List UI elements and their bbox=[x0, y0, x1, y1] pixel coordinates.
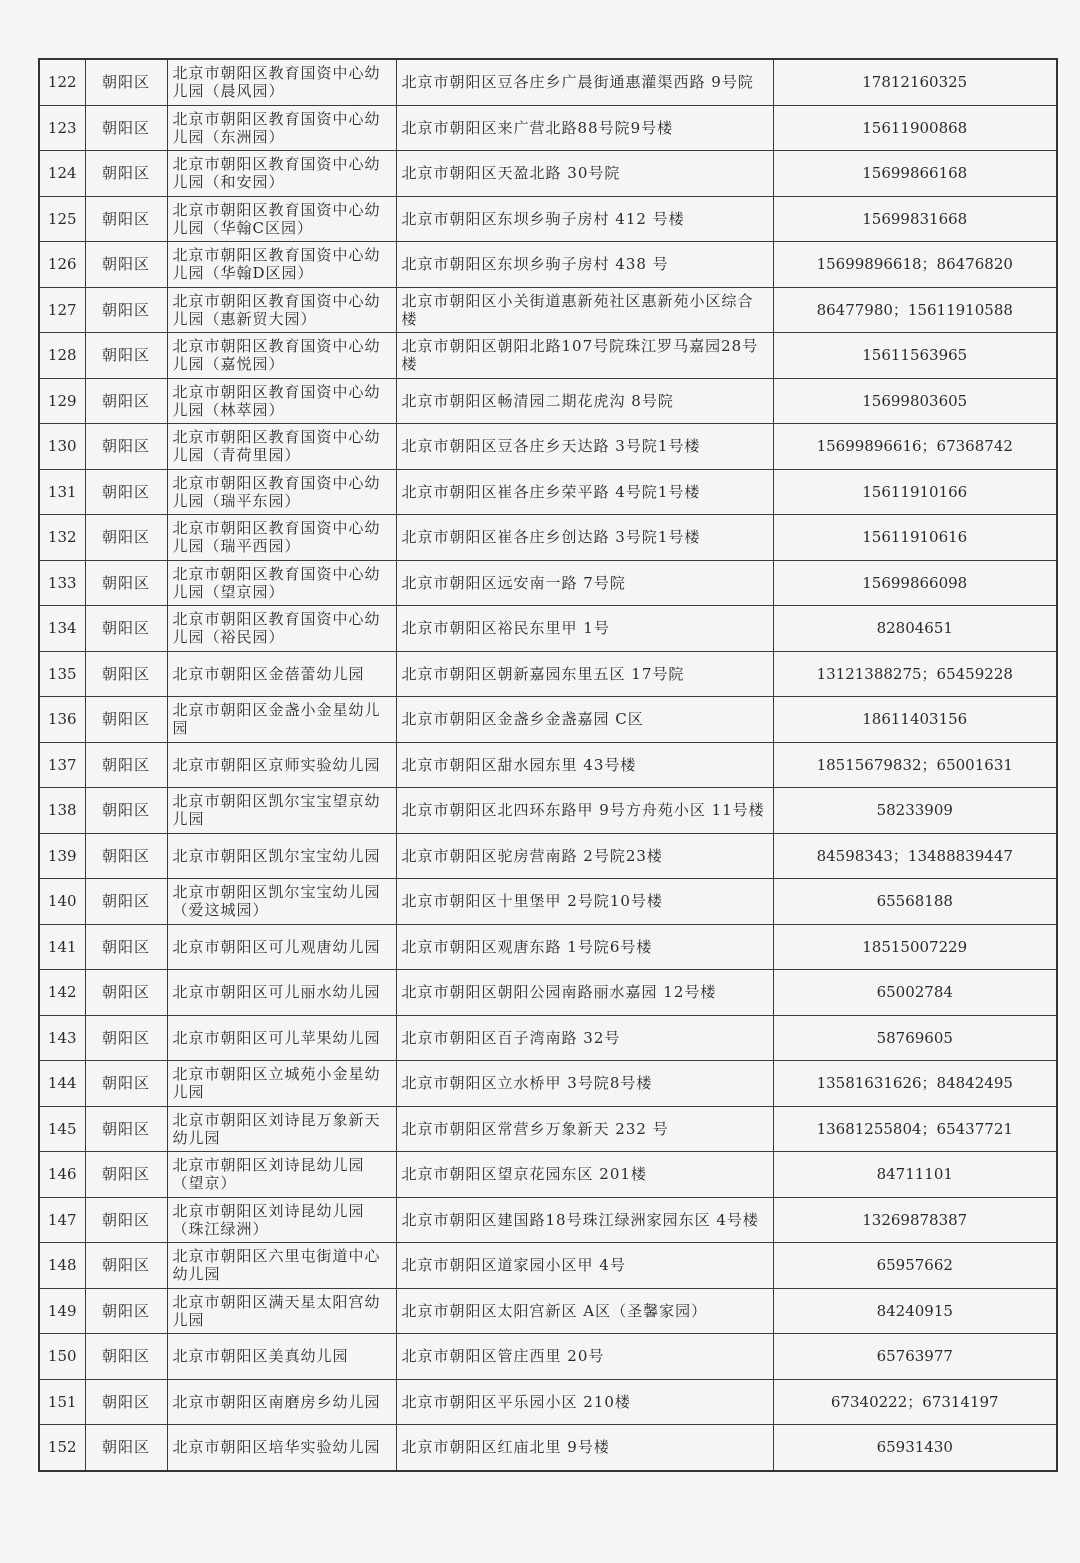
kindergarten-name-cell: 北京市朝阳区凯尔宝宝望京幼儿园 bbox=[167, 788, 396, 834]
phone-cell: 65957662 bbox=[773, 1243, 1057, 1289]
row-number-cell: 123 bbox=[39, 105, 85, 151]
district-cell: 朝阳区 bbox=[85, 333, 167, 379]
phone-cell: 15699803605 bbox=[773, 378, 1057, 424]
address-cell: 北京市朝阳区崔各庄乡创达路 3号院1号楼 bbox=[396, 515, 773, 561]
phone-cell: 13269878387 bbox=[773, 1197, 1057, 1243]
kindergarten-name-cell: 北京市朝阳区可儿丽水幼儿园 bbox=[167, 970, 396, 1016]
table-row bbox=[39, 1197, 1057, 1243]
kindergarten-name-cell: 北京市朝阳区南磨房乡幼儿园 bbox=[167, 1379, 396, 1425]
table-row bbox=[39, 469, 1057, 515]
district-cell: 朝阳区 bbox=[85, 287, 167, 333]
phone-cell: 82804651 bbox=[773, 606, 1057, 652]
address-cell: 北京市朝阳区小关街道惠新苑社区惠新苑小区综合楼 bbox=[396, 287, 773, 333]
district-cell: 朝阳区 bbox=[85, 970, 167, 1016]
phone-cell: 17812160325 bbox=[773, 59, 1057, 105]
phone-cell: 86477980；15611910588 bbox=[773, 287, 1057, 333]
kindergarten-table bbox=[38, 58, 1058, 1472]
table-row bbox=[39, 606, 1057, 652]
table-row bbox=[39, 196, 1057, 242]
district-cell: 朝阳区 bbox=[85, 879, 167, 925]
table-row bbox=[39, 788, 1057, 834]
phone-cell: 15699896618；86476820 bbox=[773, 242, 1057, 288]
kindergarten-name-cell: 北京市朝阳区可儿苹果幼儿园 bbox=[167, 1015, 396, 1061]
address-cell: 北京市朝阳区朝新嘉园东里五区 17号院 bbox=[396, 651, 773, 697]
row-number-cell: 122 bbox=[39, 59, 85, 105]
district-cell: 朝阳区 bbox=[85, 1152, 167, 1198]
row-number-cell: 152 bbox=[39, 1425, 85, 1471]
table-row bbox=[39, 242, 1057, 288]
kindergarten-name-cell: 北京市朝阳区教育国资中心幼儿园（嘉悦园） bbox=[167, 333, 396, 379]
address-cell: 北京市朝阳区崔各庄乡荣平路 4号院1号楼 bbox=[396, 469, 773, 515]
table-row bbox=[39, 742, 1057, 788]
table-row bbox=[39, 1152, 1057, 1198]
phone-cell: 84240915 bbox=[773, 1288, 1057, 1334]
phone-cell: 65568188 bbox=[773, 879, 1057, 925]
address-cell: 北京市朝阳区平乐园小区 210楼 bbox=[396, 1379, 773, 1425]
phone-cell: 18611403156 bbox=[773, 697, 1057, 743]
address-cell: 北京市朝阳区红庙北里 9号楼 bbox=[396, 1425, 773, 1471]
table-row bbox=[39, 287, 1057, 333]
row-number-cell: 145 bbox=[39, 1106, 85, 1152]
district-cell: 朝阳区 bbox=[85, 424, 167, 470]
address-cell: 北京市朝阳区北四环东路甲 9号方舟苑小区 11号楼 bbox=[396, 788, 773, 834]
kindergarten-name-cell: 北京市朝阳区刘诗昆幼儿园（珠江绿洲） bbox=[167, 1197, 396, 1243]
phone-cell: 67340222；67314197 bbox=[773, 1379, 1057, 1425]
table-row bbox=[39, 59, 1057, 105]
address-cell: 北京市朝阳区立水桥甲 3号院8号楼 bbox=[396, 1061, 773, 1107]
address-cell: 北京市朝阳区驼房营南路 2号院23楼 bbox=[396, 833, 773, 879]
district-cell: 朝阳区 bbox=[85, 1106, 167, 1152]
phone-cell: 15699896616；67368742 bbox=[773, 424, 1057, 470]
phone-cell: 15699866098 bbox=[773, 560, 1057, 606]
district-cell: 朝阳区 bbox=[85, 196, 167, 242]
address-cell: 北京市朝阳区畅清园二期花虎沟 8号院 bbox=[396, 378, 773, 424]
kindergarten-name-cell: 北京市朝阳区金盏小金星幼儿园 bbox=[167, 697, 396, 743]
kindergarten-name-cell: 北京市朝阳区立城苑小金星幼儿园 bbox=[167, 1061, 396, 1107]
kindergarten-name-cell: 北京市朝阳区教育国资中心幼儿园（望京园） bbox=[167, 560, 396, 606]
district-cell: 朝阳区 bbox=[85, 1379, 167, 1425]
table-row bbox=[39, 1106, 1057, 1152]
phone-cell: 58769605 bbox=[773, 1015, 1057, 1061]
table-row bbox=[39, 879, 1057, 925]
row-number-cell: 132 bbox=[39, 515, 85, 561]
table-row bbox=[39, 970, 1057, 1016]
district-cell: 朝阳区 bbox=[85, 651, 167, 697]
kindergarten-name-cell: 北京市朝阳区六里屯街道中心幼儿园 bbox=[167, 1243, 396, 1289]
phone-cell: 18515679832；65001631 bbox=[773, 742, 1057, 788]
kindergarten-name-cell: 北京市朝阳区刘诗昆万象新天幼儿园 bbox=[167, 1106, 396, 1152]
row-number-cell: 133 bbox=[39, 560, 85, 606]
table-row bbox=[39, 151, 1057, 197]
district-cell: 朝阳区 bbox=[85, 742, 167, 788]
district-cell: 朝阳区 bbox=[85, 1197, 167, 1243]
phone-cell: 15611910616 bbox=[773, 515, 1057, 561]
table-row bbox=[39, 1061, 1057, 1107]
district-cell: 朝阳区 bbox=[85, 378, 167, 424]
kindergarten-name-cell: 北京市朝阳区满天星太阳宫幼儿园 bbox=[167, 1288, 396, 1334]
phone-cell: 15611910166 bbox=[773, 469, 1057, 515]
phone-cell: 15699831668 bbox=[773, 196, 1057, 242]
kindergarten-name-cell: 北京市朝阳区教育国资中心幼儿园（瑞平东园） bbox=[167, 469, 396, 515]
row-number-cell: 148 bbox=[39, 1243, 85, 1289]
phone-cell: 58233909 bbox=[773, 788, 1057, 834]
district-cell: 朝阳区 bbox=[85, 151, 167, 197]
kindergarten-name-cell: 北京市朝阳区教育国资中心幼儿园（东洲园） bbox=[167, 105, 396, 151]
district-cell: 朝阳区 bbox=[85, 924, 167, 970]
kindergarten-name-cell: 北京市朝阳区教育国资中心幼儿园（青荷里园） bbox=[167, 424, 396, 470]
address-cell: 北京市朝阳区朝阳北路107号院珠江罗马嘉园28号楼 bbox=[396, 333, 773, 379]
kindergarten-name-cell: 北京市朝阳区教育国资中心幼儿园（林萃园） bbox=[167, 378, 396, 424]
address-cell: 北京市朝阳区豆各庄乡天达路 3号院1号楼 bbox=[396, 424, 773, 470]
district-cell: 朝阳区 bbox=[85, 788, 167, 834]
table-row bbox=[39, 1288, 1057, 1334]
address-cell: 北京市朝阳区裕民东里甲 1号 bbox=[396, 606, 773, 652]
table-row bbox=[39, 424, 1057, 470]
address-cell: 北京市朝阳区望京花园东区 201楼 bbox=[396, 1152, 773, 1198]
district-cell: 朝阳区 bbox=[85, 59, 167, 105]
kindergarten-name-cell: 北京市朝阳区教育国资中心幼儿园（惠新贸大园） bbox=[167, 287, 396, 333]
row-number-cell: 136 bbox=[39, 697, 85, 743]
district-cell: 朝阳区 bbox=[85, 242, 167, 288]
address-cell: 北京市朝阳区太阳宫新区 A区（圣馨家园） bbox=[396, 1288, 773, 1334]
district-cell: 朝阳区 bbox=[85, 105, 167, 151]
table-row bbox=[39, 833, 1057, 879]
address-cell: 北京市朝阳区东坝乡驹子房村 412 号楼 bbox=[396, 196, 773, 242]
row-number-cell: 143 bbox=[39, 1015, 85, 1061]
address-cell: 北京市朝阳区道家园小区甲 4号 bbox=[396, 1243, 773, 1289]
row-number-cell: 127 bbox=[39, 287, 85, 333]
table-body bbox=[39, 59, 1057, 1471]
kindergarten-name-cell: 北京市朝阳区教育国资中心幼儿园（和安园） bbox=[167, 151, 396, 197]
row-number-cell: 142 bbox=[39, 970, 85, 1016]
address-cell: 北京市朝阳区管庄西里 20号 bbox=[396, 1334, 773, 1380]
kindergarten-name-cell: 北京市朝阳区教育国资中心幼儿园（华翰D区园） bbox=[167, 242, 396, 288]
row-number-cell: 141 bbox=[39, 924, 85, 970]
address-cell: 北京市朝阳区来广营北路88号院9号楼 bbox=[396, 105, 773, 151]
row-number-cell: 130 bbox=[39, 424, 85, 470]
row-number-cell: 135 bbox=[39, 651, 85, 697]
district-cell: 朝阳区 bbox=[85, 515, 167, 561]
row-number-cell: 131 bbox=[39, 469, 85, 515]
address-cell: 北京市朝阳区观唐东路 1号院6号楼 bbox=[396, 924, 773, 970]
row-number-cell: 150 bbox=[39, 1334, 85, 1380]
kindergarten-name-cell: 北京市朝阳区培华实验幼儿园 bbox=[167, 1425, 396, 1471]
district-cell: 朝阳区 bbox=[85, 606, 167, 652]
phone-cell: 13681255804；65437721 bbox=[773, 1106, 1057, 1152]
kindergarten-name-cell: 北京市朝阳区教育国资中心幼儿园（晨风园） bbox=[167, 59, 396, 105]
table-row bbox=[39, 1379, 1057, 1425]
kindergarten-name-cell: 北京市朝阳区凯尔宝宝幼儿园 bbox=[167, 833, 396, 879]
district-cell: 朝阳区 bbox=[85, 833, 167, 879]
district-cell: 朝阳区 bbox=[85, 1061, 167, 1107]
table-row bbox=[39, 1334, 1057, 1380]
table-row bbox=[39, 333, 1057, 379]
address-cell: 北京市朝阳区天盈北路 30号院 bbox=[396, 151, 773, 197]
table-row bbox=[39, 697, 1057, 743]
row-number-cell: 149 bbox=[39, 1288, 85, 1334]
kindergarten-name-cell: 北京市朝阳区凯尔宝宝幼儿园（爱这城园） bbox=[167, 879, 396, 925]
phone-cell: 18515007229 bbox=[773, 924, 1057, 970]
district-cell: 朝阳区 bbox=[85, 697, 167, 743]
row-number-cell: 138 bbox=[39, 788, 85, 834]
district-cell: 朝阳区 bbox=[85, 1425, 167, 1471]
address-cell: 北京市朝阳区东坝乡驹子房村 438 号 bbox=[396, 242, 773, 288]
row-number-cell: 128 bbox=[39, 333, 85, 379]
row-number-cell: 125 bbox=[39, 196, 85, 242]
address-cell: 北京市朝阳区朝阳公园南路丽水嘉园 12号楼 bbox=[396, 970, 773, 1016]
phone-cell: 15611563965 bbox=[773, 333, 1057, 379]
table-row bbox=[39, 651, 1057, 697]
row-number-cell: 147 bbox=[39, 1197, 85, 1243]
phone-cell: 13581631626；84842495 bbox=[773, 1061, 1057, 1107]
district-cell: 朝阳区 bbox=[85, 560, 167, 606]
row-number-cell: 144 bbox=[39, 1061, 85, 1107]
row-number-cell: 129 bbox=[39, 378, 85, 424]
table-row bbox=[39, 378, 1057, 424]
address-cell: 北京市朝阳区百子湾南路 32号 bbox=[396, 1015, 773, 1061]
phone-cell: 84598343；13488839447 bbox=[773, 833, 1057, 879]
row-number-cell: 139 bbox=[39, 833, 85, 879]
phone-cell: 15699866168 bbox=[773, 151, 1057, 197]
address-cell: 北京市朝阳区金盏乡金盏嘉园 C区 bbox=[396, 697, 773, 743]
table-row bbox=[39, 105, 1057, 151]
row-number-cell: 140 bbox=[39, 879, 85, 925]
district-cell: 朝阳区 bbox=[85, 1015, 167, 1061]
table-row bbox=[39, 924, 1057, 970]
address-cell: 北京市朝阳区十里堡甲 2号院10号楼 bbox=[396, 879, 773, 925]
table-row bbox=[39, 1015, 1057, 1061]
phone-cell: 15611900868 bbox=[773, 105, 1057, 151]
address-cell: 北京市朝阳区豆各庄乡广晨街通惠灌渠西路 9号院 bbox=[396, 59, 773, 105]
kindergarten-name-cell: 北京市朝阳区京师实验幼儿园 bbox=[167, 742, 396, 788]
table-row bbox=[39, 515, 1057, 561]
phone-cell: 84711101 bbox=[773, 1152, 1057, 1198]
row-number-cell: 151 bbox=[39, 1379, 85, 1425]
address-cell: 北京市朝阳区远安南一路 7号院 bbox=[396, 560, 773, 606]
phone-cell: 13121388275；65459228 bbox=[773, 651, 1057, 697]
kindergarten-name-cell: 北京市朝阳区可儿观唐幼儿园 bbox=[167, 924, 396, 970]
district-cell: 朝阳区 bbox=[85, 1243, 167, 1289]
table-row bbox=[39, 560, 1057, 606]
address-cell: 北京市朝阳区甜水园东里 43号楼 bbox=[396, 742, 773, 788]
district-cell: 朝阳区 bbox=[85, 469, 167, 515]
district-cell: 朝阳区 bbox=[85, 1288, 167, 1334]
table-row bbox=[39, 1425, 1057, 1471]
row-number-cell: 146 bbox=[39, 1152, 85, 1198]
table-row bbox=[39, 1243, 1057, 1289]
kindergarten-name-cell: 北京市朝阳区金蓓蕾幼儿园 bbox=[167, 651, 396, 697]
kindergarten-name-cell: 北京市朝阳区教育国资中心幼儿园（华翰C区园） bbox=[167, 196, 396, 242]
row-number-cell: 134 bbox=[39, 606, 85, 652]
district-cell: 朝阳区 bbox=[85, 1334, 167, 1380]
row-number-cell: 124 bbox=[39, 151, 85, 197]
row-number-cell: 137 bbox=[39, 742, 85, 788]
phone-cell: 65931430 bbox=[773, 1425, 1057, 1471]
kindergarten-name-cell: 北京市朝阳区教育国资中心幼儿园（瑞平西园） bbox=[167, 515, 396, 561]
kindergarten-name-cell: 北京市朝阳区刘诗昆幼儿园（望京） bbox=[167, 1152, 396, 1198]
address-cell: 北京市朝阳区建国路18号珠江绿洲家园东区 4号楼 bbox=[396, 1197, 773, 1243]
address-cell: 北京市朝阳区常营乡万象新天 232 号 bbox=[396, 1106, 773, 1152]
kindergarten-name-cell: 北京市朝阳区教育国资中心幼儿园（裕民园） bbox=[167, 606, 396, 652]
phone-cell: 65002784 bbox=[773, 970, 1057, 1016]
row-number-cell: 126 bbox=[39, 242, 85, 288]
phone-cell: 65763977 bbox=[773, 1334, 1057, 1380]
kindergarten-name-cell: 北京市朝阳区美真幼儿园 bbox=[167, 1334, 396, 1380]
